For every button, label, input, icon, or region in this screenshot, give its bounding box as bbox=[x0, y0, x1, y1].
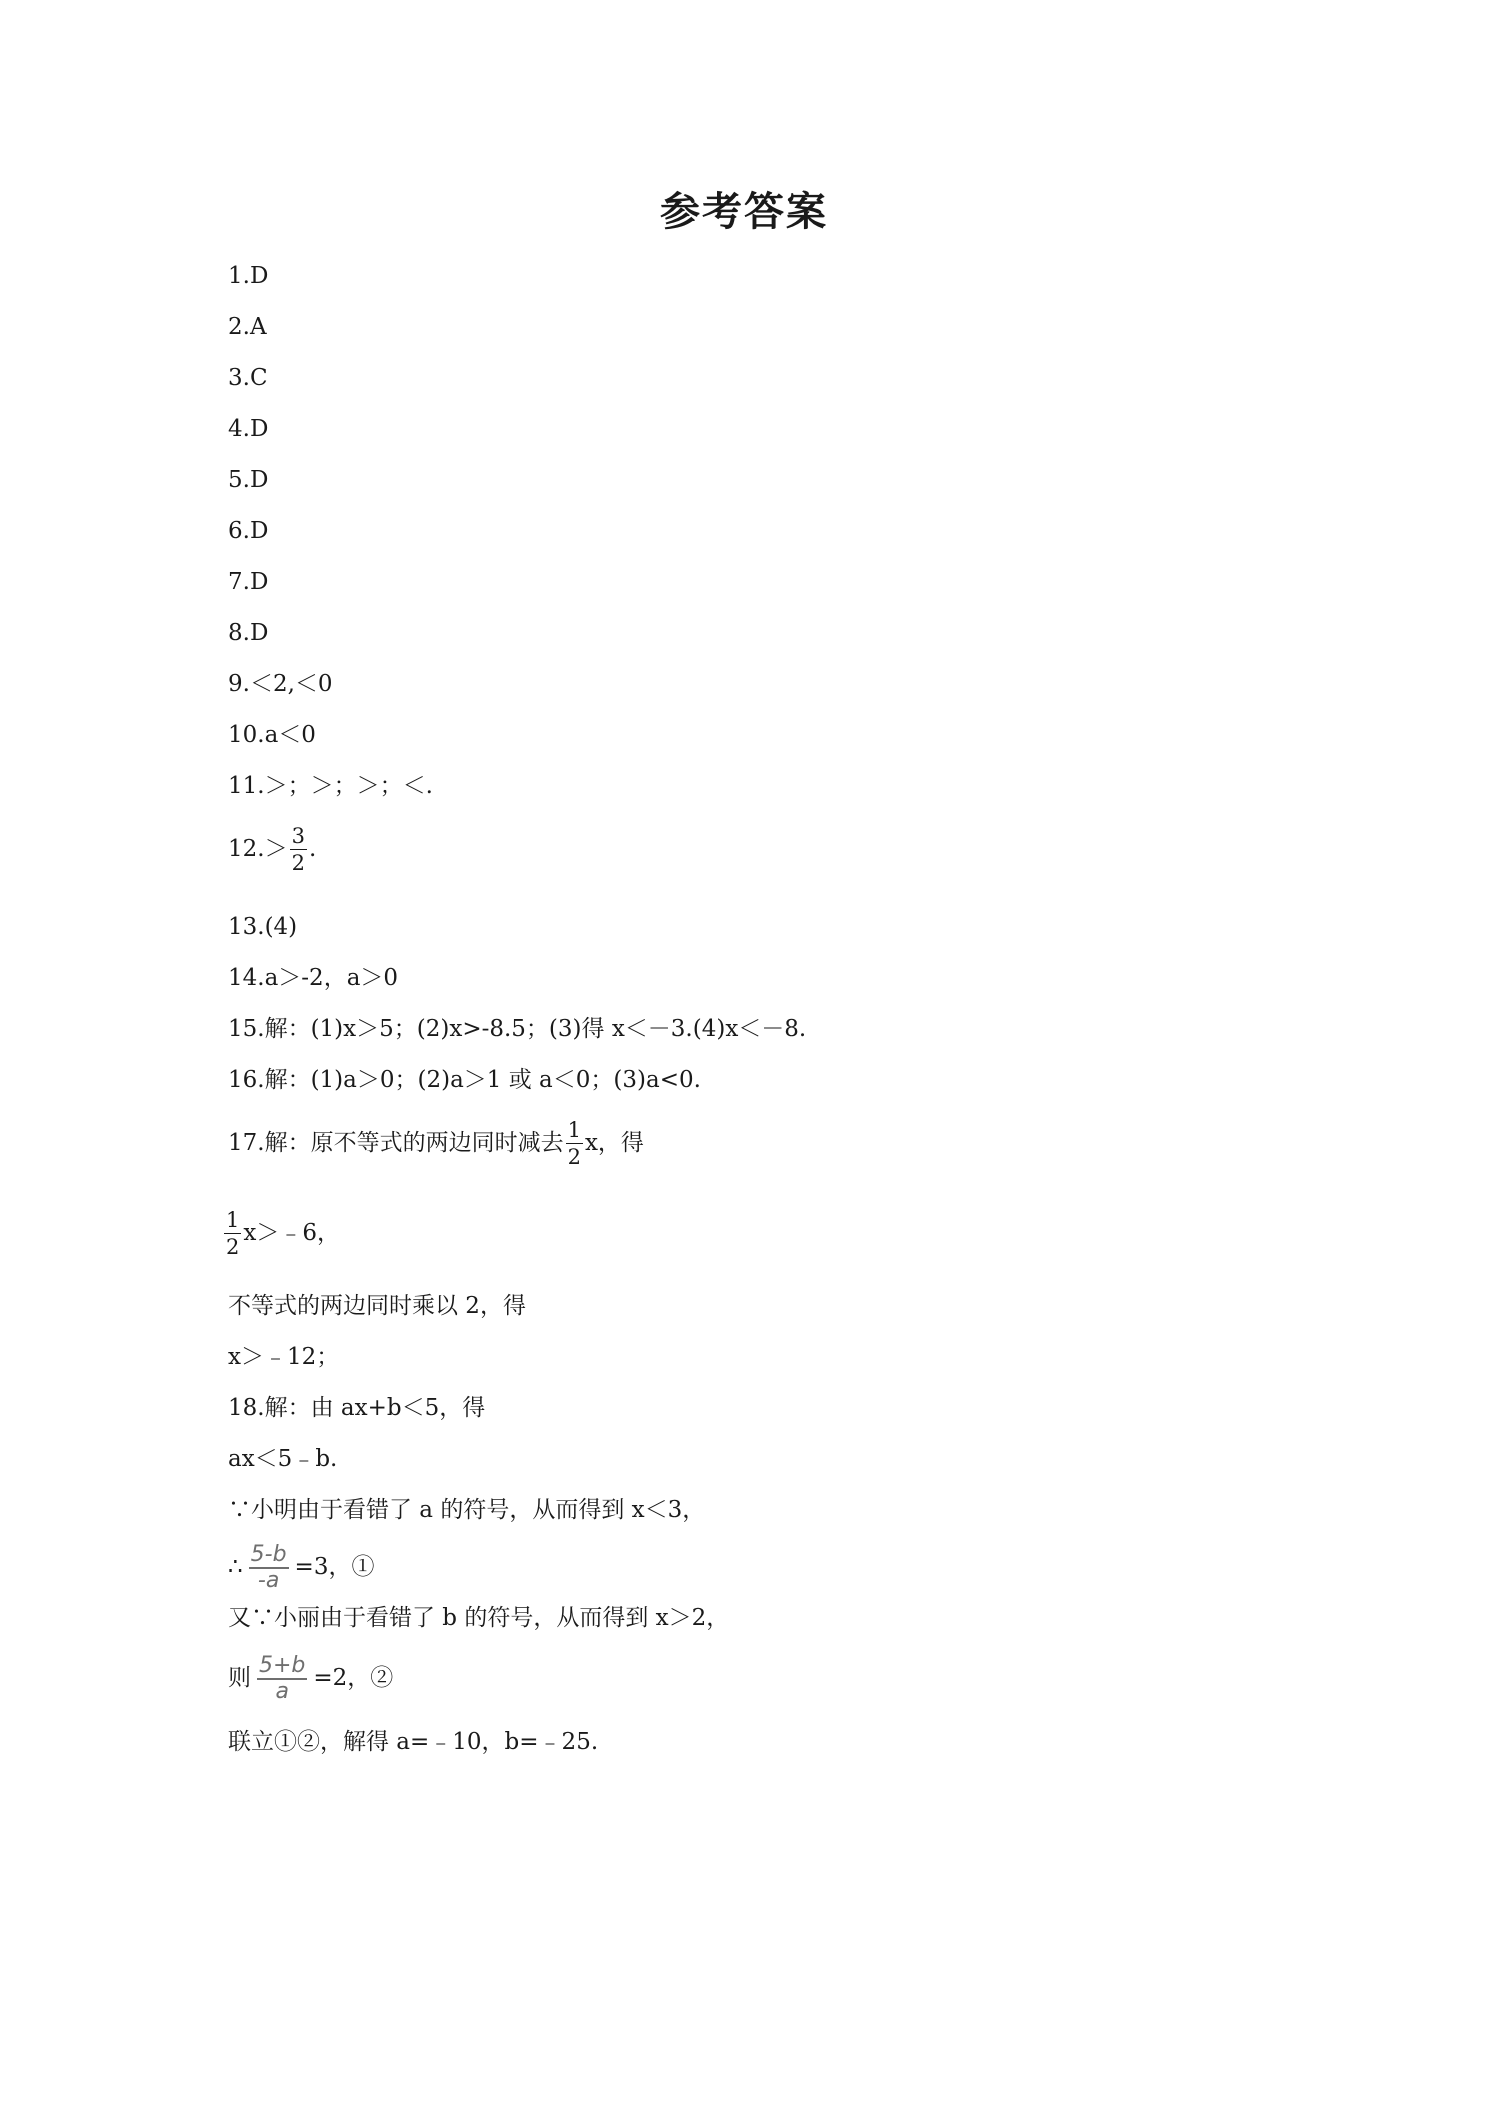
answer-9: 9.＜2,＜0 bbox=[228, 671, 333, 697]
answer-5: 5.D bbox=[228, 467, 269, 493]
answer-7: 7.D bbox=[228, 569, 269, 595]
answer-18-line-7: 联立①②，解得 a=﹣10，b=﹣25. bbox=[228, 1729, 599, 1755]
answer-18-line-6-suffix: =2，② bbox=[313, 1665, 394, 1691]
answer-16: 16.解：(1)a＞0；(2)a＞1 或 a＜0；(3)a<0. bbox=[228, 1067, 701, 1093]
answer-17-line-2-suffix: x＞﹣6， bbox=[243, 1220, 340, 1246]
answer-18-line-6 bbox=[228, 1655, 393, 1703]
fraction-denominator: 2 bbox=[567, 1145, 581, 1169]
fraction bbox=[566, 1120, 583, 1168]
answer-18-line-2: ax＜5﹣b. bbox=[228, 1446, 338, 1472]
answer-10: 10.a＜0 bbox=[228, 722, 316, 748]
answer-1: 1.D bbox=[228, 263, 269, 289]
answer-18-line-3: ∵小明由于看错了 a 的符号，从而得到 x＜3， bbox=[228, 1497, 706, 1523]
answer-8: 8.D bbox=[228, 620, 269, 646]
fraction-numerator: 3 bbox=[291, 824, 305, 848]
fraction-denominator: 2 bbox=[226, 1235, 240, 1259]
then-label: 则 bbox=[228, 1665, 251, 1691]
answer-17-line-1 bbox=[228, 1120, 644, 1168]
answer-17-suffix: x，得 bbox=[584, 1130, 644, 1156]
fraction-denominator: a bbox=[275, 1679, 289, 1704]
fraction-numerator: 5+b bbox=[259, 1653, 306, 1678]
fraction-image bbox=[257, 1655, 307, 1703]
fraction-denominator: 2 bbox=[291, 851, 305, 875]
fraction-numerator: 1 bbox=[226, 1208, 240, 1232]
answer-3: 3.C bbox=[228, 365, 268, 391]
fraction-numerator: 1 bbox=[567, 1118, 581, 1142]
answer-17-line-3: 不等式的两边同时乘以 2，得 bbox=[228, 1293, 526, 1319]
page-title: 参考答案 bbox=[660, 189, 828, 235]
answer-12 bbox=[228, 826, 316, 874]
fraction-image bbox=[249, 1544, 289, 1592]
answer-12-suffix: . bbox=[308, 836, 317, 862]
answer-17-line-4: x＞﹣12； bbox=[228, 1344, 340, 1370]
answer-17-text: 17.解：原不等式的两边同时减去 bbox=[228, 1130, 564, 1156]
answer-13: 13.(4) bbox=[228, 914, 298, 940]
fraction-denominator: -a bbox=[257, 1568, 280, 1593]
answer-18-line-1: 18.解：由 ax+b＜5，得 bbox=[228, 1395, 486, 1421]
answer-2: 2.A bbox=[228, 314, 267, 340]
answer-17-line-2 bbox=[222, 1210, 340, 1258]
answer-12-prefix: 12.＞ bbox=[228, 836, 288, 862]
answer-4: 4.D bbox=[228, 416, 269, 442]
fraction-numerator: 5-b bbox=[250, 1542, 287, 1567]
answer-18-line-4 bbox=[228, 1544, 374, 1592]
answer-14: 14.a＞-2，a＞0 bbox=[228, 965, 399, 991]
answer-18-line-4-suffix: =3，① bbox=[294, 1554, 375, 1580]
fraction bbox=[290, 826, 307, 874]
answer-15: 15.解：(1)x＞5；(2)x>-8.5；(3)得 x＜－3.(4)x＜－8. bbox=[228, 1016, 807, 1042]
answer-18-line-5: 又∵小丽由于看错了 b 的符号，从而得到 x＞2， bbox=[228, 1605, 730, 1631]
therefore-symbol: ∴ bbox=[228, 1554, 243, 1580]
answer-11: 11.＞；＞；＞；＜. bbox=[228, 773, 433, 799]
fraction bbox=[224, 1210, 241, 1258]
answer-6: 6.D bbox=[228, 518, 269, 544]
